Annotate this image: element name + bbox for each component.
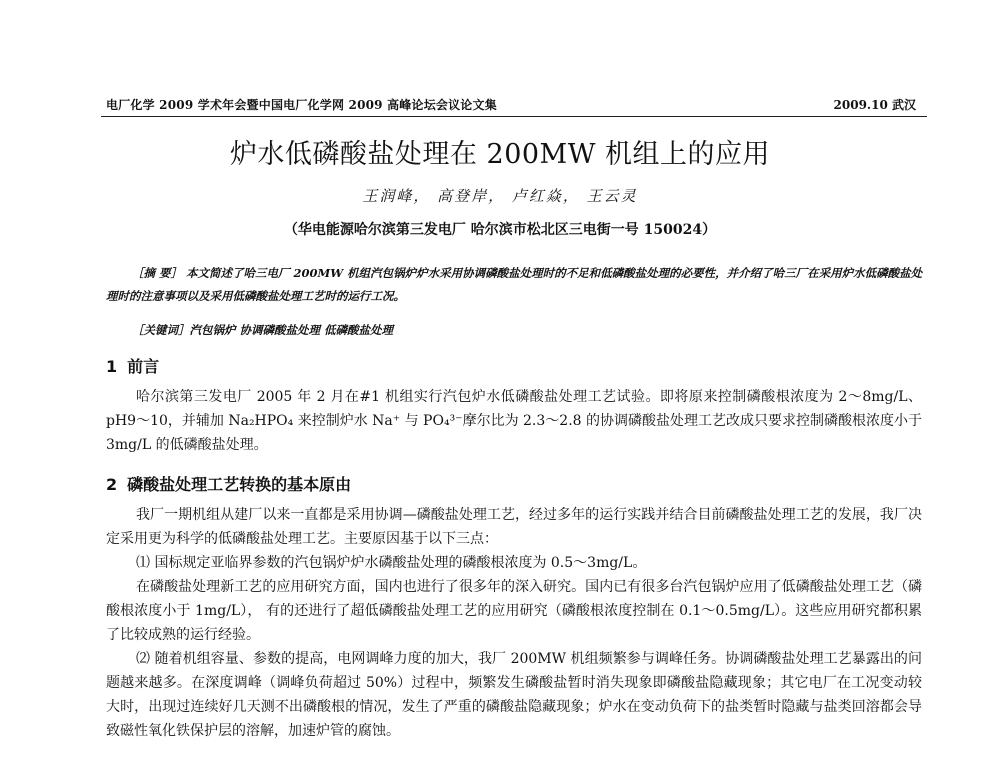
body-paragraph: ⑵ 随着机组容量、参数的提高，电网调峰力度的加大，我厂 200MW 机组频繁参与调峰任务。协调磷酸盐处理工艺暴露出的问题越来越多。在深度调峰（调峰负荷超过 50%）过程中，频繁发生磷酸盐暂时消失现象即磷酸盐隐藏现象；其它电厂在工况变动较大时，出现过连续好几天测不出磷酸根的情况，发生了严重的磷酸盐隐藏现象；炉水在变动负荷下的盐类暂时隐藏与盐类回溶都会导致磁性氧化铁保护层的溶解，加速炉管的腐蚀。 (106, 651, 922, 739)
body-paragraph: 我厂一期机组从建厂以来一直都是采用协调—磷酸盐处理工艺，经过多年的运行实践并结合目前磷酸盐处理工艺的发展，我厂决定采用更为科学的低磷酸盐处理工艺。主要原因基于以下三点： (106, 507, 922, 547)
section-title: 磷酸盐处理工艺转换的基本原由 (127, 475, 352, 494)
section-heading-2 (106, 472, 351, 495)
body-paragraph: ⑴ 国标规定亚临界参数的汽包锅炉炉水磷酸盐处理的磷酸根浓度为 0.5～3mg/L。 (136, 555, 647, 571)
header-date-location: 2009.10 武汉 (833, 98, 916, 112)
abstract: ［摘 要］ 本文简述了哈三电厂 200MW 机组汽包锅炉炉水采用协调磷酸盐处理时的不足和低磷酸盐处理的必要性，并介绍了哈三厂在采用炉水低磷酸盐处理时的注意事项以及采用低磷酸盐处理工艺时的运行工况。 (106, 266, 923, 303)
body-paragraph: 在磷酸盐处理新工艺的应用研究方面，国内也进行了很多年的深入研究。国内已有很多台汽包锅炉应用了低磷酸盐处理工艺（磷酸根浓度小于 1mg/L）， 有的还进行了超低磷酸盐处理工艺的应用研究（磷酸根浓度控制在 0.1～0.5mg/L）。这些应用研究都积累了比较成熟的运行经验。 (106, 579, 922, 643)
section-number: 1 (106, 357, 118, 376)
header-proceedings-title: 电厂化学 2009 学术年会暨中国电厂化学网 2009 高峰论坛会议论文集 (106, 98, 497, 112)
section-number: 2 (106, 475, 118, 494)
section-title: 前言 (127, 357, 160, 376)
keywords: ［关键词］汽包锅炉 协调磷酸盐处理 低磷酸盐处理 (132, 323, 394, 337)
body-paragraph: 哈尔滨第三发电厂 2005 年 2 月在#1 机组实行汽包炉水低磷酸盐处理工艺试验。即将原来控制磷酸根浓度为 2～8mg/L、pH9～10，并辅加 Na₂HPO₄ 来控制炉水 Na⁺ 与 PO₄³⁻摩尔比为 2.3～2.8 的协调磷酸盐处理工艺改成只要求控制磷酸根浓度小于 3mg/L 的低磷酸盐处理。 (106, 389, 922, 453)
running-header (106, 96, 916, 113)
section-heading-1 (106, 354, 159, 377)
affiliation: （华电能源哈尔滨第三发电厂 哈尔滨市松北区三电街一号 150024） (283, 222, 717, 238)
author-list: 王润峰， 高登岸， 卢红焱， 王云灵 (362, 187, 638, 205)
paper-title: 炉水低磷酸盐处理在 200MW 机组上的应用 (229, 139, 771, 170)
header-divider (101, 116, 927, 117)
